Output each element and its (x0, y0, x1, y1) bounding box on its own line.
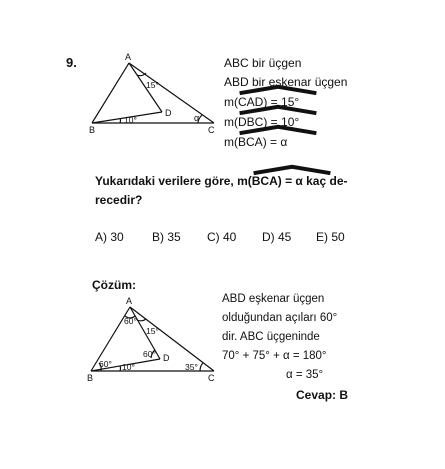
sol-label-d: D (163, 353, 170, 363)
given-line-2: ABD bir eşkenar üçgen (224, 75, 348, 89)
given-bca-pre: m( (224, 135, 238, 149)
sol-angle-d60: 60° (143, 349, 156, 359)
given-line-1: ABC bir üçgen (224, 56, 302, 70)
sol-angle-dbc: 10° (122, 362, 135, 372)
given-dbc-angle: DBC (238, 115, 264, 129)
sol-label-a: A (126, 296, 133, 306)
angle-label-alpha: α (194, 113, 200, 123)
solution-line-1: ABD eşkenar üçgen (222, 293, 325, 305)
angle-label-cad: 15° (146, 80, 159, 90)
option-a[interactable]: A) 30 (95, 230, 124, 244)
option-d[interactable]: D) 45 (262, 230, 292, 244)
option-b[interactable]: B) 35 (152, 230, 181, 244)
label-c: C (208, 125, 215, 135)
solution-line-5: α = 35° (286, 369, 324, 381)
angle-arc-cad (137, 319, 146, 321)
solution-line-3: dir. ABC üçgeninde (222, 331, 320, 343)
question-number: 9. (66, 55, 77, 70)
segment-ac (130, 307, 214, 371)
label-d: D (165, 108, 172, 118)
given-bca-angle: BCA (238, 135, 263, 149)
sol-angle-a60: 60° (124, 316, 137, 326)
angle-arc-c35 (200, 363, 203, 371)
given-cad-pre: m( (224, 95, 238, 109)
label-a: A (125, 52, 132, 62)
answer: Cevap: B (296, 388, 349, 402)
sol-angle-c35: 35° (185, 362, 198, 372)
option-c[interactable]: C) 40 (207, 230, 237, 244)
given-cad-post: ) = 15° (263, 95, 300, 109)
given-dbc-pre: m( (224, 115, 238, 129)
angle-label-dbc: 10° (124, 115, 137, 125)
question-prompt-line-2: recedir? (95, 193, 143, 207)
sol-angle-b60: 60° (99, 359, 112, 369)
solution-line-4: 70° + 75° + α = 180° (222, 350, 327, 362)
label-b: B (89, 125, 96, 135)
angle-arc-dbc (120, 366, 121, 371)
prompt-part-2: ) = α kaç de- (277, 174, 348, 188)
given-dbc-post: ) = 10° (263, 115, 300, 129)
sol-label-c: C (208, 373, 215, 383)
prompt-part-1: Yukarıdaki verilere göre, m( (95, 174, 252, 188)
solution-title: Çözüm: (92, 278, 136, 292)
prompt-angle: BCA (251, 174, 278, 188)
given-cad-angle: CAD (238, 95, 264, 109)
solution-line-2: olduğundan açıları 60° (222, 312, 338, 324)
given-bca-post: ) = α (262, 135, 288, 149)
sol-angle-cad: 15° (146, 326, 159, 336)
sol-label-b: B (87, 373, 94, 383)
option-e[interactable]: E) 50 (316, 230, 345, 244)
